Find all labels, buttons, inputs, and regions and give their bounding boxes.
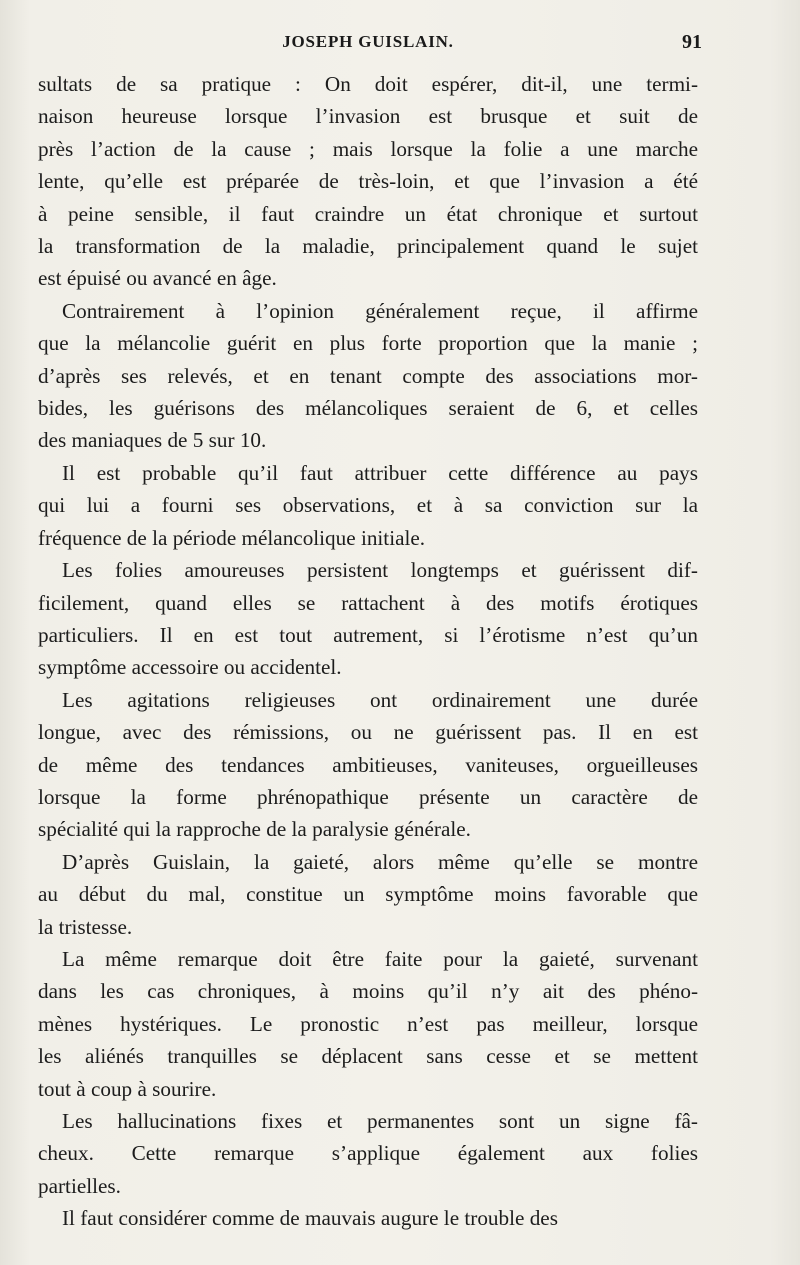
text-line: ficilement, quand elles se rattachent à des motifs érotiques — [38, 590, 698, 615]
text-line: les aliénés tranquilles se déplacent sans cesse et se mettent — [38, 1044, 698, 1069]
text-line: est épuisé ou avancé en âge. — [38, 266, 277, 291]
body-text — [38, 68, 698, 1235]
paragraph — [38, 457, 698, 554]
paragraph — [38, 846, 698, 943]
text-line: dans les cas chroniques, à moins qu’il n’y ait des phéno- — [38, 979, 698, 1004]
text-line: des maniaques de 5 sur 10. — [38, 428, 267, 453]
paragraph — [38, 943, 698, 1105]
text-line: Les hallucinations fixes et permanentes sont un signe fâ- — [62, 1109, 698, 1133]
text-line: Il faut considérer comme de mauvais augure le trouble des — [62, 1206, 558, 1231]
text-line: lente, qu’elle est préparée de très-loin, et que l’invasion a été — [38, 169, 698, 194]
paragraph — [38, 1202, 698, 1234]
text-line: au début du mal, constitue un symptôme moins favorable que — [38, 882, 698, 907]
running-title: JOSEPH GUISLAIN. — [282, 32, 454, 51]
text-line: La même remarque doit être faite pour la gaieté, survenant — [62, 946, 698, 971]
text-line: particuliers. Il en est tout autrement, si l’érotisme n’est qu’un — [38, 622, 698, 647]
text-line: naison heureuse lorsque l’invasion est brusque et suit de — [38, 104, 698, 129]
text-line: à peine sensible, il faut craindre un état chronique et surtout — [38, 201, 698, 226]
paragraph — [38, 554, 698, 684]
text-line: spécialité qui la rapproche de la paralysie générale. — [38, 817, 471, 842]
text-line: d’après ses relevés, et en tenant compte des associations mor- — [38, 363, 698, 388]
text-line: lorsque la forme phrénopathique présente un caractère de — [38, 784, 698, 809]
text-line: Il est probable qu’il faut attribuer cette différence au pays — [62, 460, 698, 485]
text-line: qui lui a fourni ses observations, et à sa conviction sur la — [38, 493, 698, 518]
text-line: Contrairement à l’opinion généralement reçue, il affirme — [62, 298, 698, 323]
text-line: fréquence de la période mélancolique initiale. — [38, 525, 426, 550]
text-line: cheux. Cette remarque s’applique également aux folies — [38, 1141, 698, 1166]
paragraph — [38, 1105, 698, 1202]
text-line: tout à coup à sourire. — [38, 1076, 217, 1101]
text-line: longue, avec des rémissions, ou ne guérissent pas. Il en est — [38, 720, 698, 745]
text-line: près l’action de la cause ; mais lorsque la folie a une marche — [38, 136, 698, 161]
text-line: que la mélancolie guérit en plus forte proportion que la manie ; — [38, 331, 698, 356]
text-line: mènes hystériques. Le pronostic n’est pas meilleur, lorsque — [38, 1011, 698, 1036]
text-line: la transformation de la maladie, principalement quand le sujet — [38, 234, 698, 259]
text-line: la tristesse. — [38, 914, 133, 939]
running-head — [38, 31, 702, 58]
text-line: partielles. — [38, 1173, 121, 1198]
page-number: 91 — [682, 31, 702, 53]
text-line: Les agitations religieuses ont ordinairement une durée — [62, 687, 698, 712]
paragraph — [38, 684, 698, 846]
text-line: bides, les guérisons des mélancoliques seraient de 6, et celles — [38, 396, 698, 421]
text-line: Les folies amoureuses persistent longtemps et guérissent dif- — [62, 558, 698, 583]
text-line: sultats de sa pratique : On doit espérer, dit-il, une termi- — [38, 72, 698, 96]
text-line: de même des tendances ambitieuses, vaniteuses, orgueilleuses — [38, 752, 698, 777]
text-line: D’après Guislain, la gaieté, alors même qu’elle se montre — [62, 849, 698, 874]
paragraph — [38, 68, 698, 295]
paragraph — [38, 295, 698, 457]
text-line: symptôme accessoire ou accidentel. — [38, 655, 342, 680]
